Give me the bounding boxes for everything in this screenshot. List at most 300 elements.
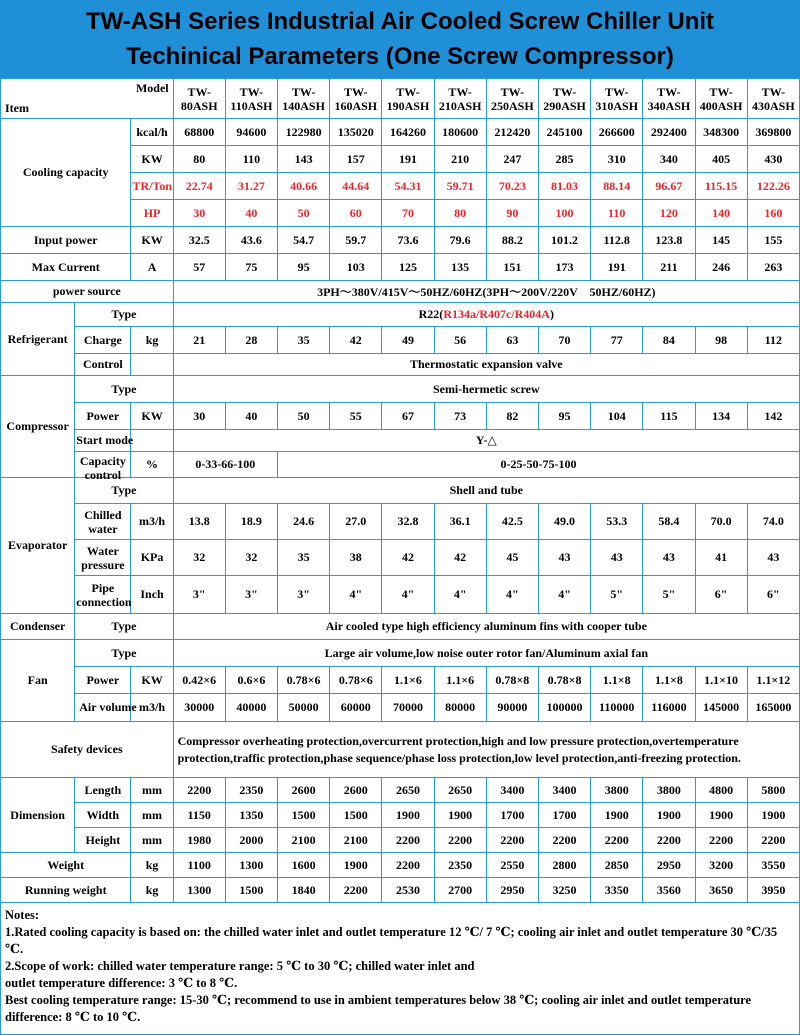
value-cell: 75 (225, 254, 277, 281)
value-cell: 2200 (643, 828, 695, 853)
value-cell: 35 (278, 327, 330, 354)
power-source-label: power source (1, 281, 174, 303)
value-cell: 2000 (225, 828, 277, 853)
value-cell: 101.2 (538, 227, 590, 254)
value-cell: 110 (225, 146, 277, 173)
value-cell: 44.64 (330, 173, 382, 200)
cooling-capacity-label: Cooling capacity (1, 119, 131, 227)
unit-cell: HP (131, 200, 173, 227)
value-cell: 3250 (538, 878, 590, 903)
value-cell: 60000 (330, 694, 382, 722)
safety-devices-label: Safety devices (1, 722, 174, 778)
model-header-cell (173, 79, 225, 119)
model-prefix: TW- (448, 84, 472, 99)
table-row (1, 403, 800, 430)
capacity-control-value-b: 0-25-50-75-100 (278, 452, 800, 478)
value-cell: 27.0 (330, 504, 382, 540)
value-cell: 1300 (173, 878, 225, 903)
capacity-control-label: Capacity control (79, 453, 126, 482)
value-cell: 32 (173, 540, 225, 576)
value-cell: 40000 (225, 694, 277, 722)
value-cell: 2600 (278, 778, 330, 803)
value-cell: 3200 (695, 853, 747, 878)
value-cell: 43 (591, 540, 643, 576)
value-cell: 1500 (225, 878, 277, 903)
value-cell: 2650 (382, 778, 434, 803)
air-volume-label: Air volume (79, 700, 137, 714)
value-cell: 2200 (695, 828, 747, 853)
model-suffix: 140ASH (282, 98, 325, 113)
sub-label: Type (75, 376, 173, 403)
value-cell: 2200 (486, 828, 538, 853)
value-cell: 155 (747, 227, 799, 254)
model-prefix: TW- (396, 84, 420, 99)
value-cell: 122.26 (747, 173, 799, 200)
value-cell: 263 (747, 254, 799, 281)
unit-cell: mm (131, 828, 173, 853)
value-cell: 143 (278, 146, 330, 173)
value-cell: 160 (747, 200, 799, 227)
sub-label: Height (75, 828, 131, 853)
value-cell: 80000 (434, 694, 486, 722)
refrigerant-type-value (173, 303, 799, 327)
empty-cell (131, 354, 173, 376)
value-cell: 28 (225, 327, 277, 354)
value-cell: 1700 (486, 803, 538, 828)
value-cell: 173 (538, 254, 590, 281)
value-cell: 32.5 (173, 227, 225, 254)
value-cell: 54.7 (278, 227, 330, 254)
unit-cell: kg (131, 327, 173, 354)
value-cell: 142 (747, 403, 799, 430)
sub-label: Control (75, 354, 131, 376)
model-item-header (1, 79, 174, 119)
value-cell: 247 (486, 146, 538, 173)
unit-cell: KW (131, 403, 173, 430)
sub-label: Chilled water (75, 504, 131, 540)
model-header-cell (486, 79, 538, 119)
table-row (1, 504, 800, 540)
value-cell: 50000 (278, 694, 330, 722)
sub-label: Start mode (75, 430, 131, 452)
value-cell: 180600 (434, 119, 486, 146)
value-cell: 1350 (225, 803, 277, 828)
value-cell: 96.67 (643, 173, 695, 200)
sub-label: Type (75, 614, 173, 640)
value-cell: 3" (225, 576, 277, 614)
note-line-3: outlet temperature difference: 3 ℃ to 8 ℃. (5, 976, 238, 990)
fan-label: Fan (1, 640, 75, 722)
value-cell: 103 (330, 254, 382, 281)
value-cell: 94600 (225, 119, 277, 146)
unit-cell: kcal/h (131, 119, 173, 146)
value-cell: 116000 (643, 694, 695, 722)
value-cell: 40.66 (278, 173, 330, 200)
model-prefix: TW- (239, 84, 264, 99)
value-cell: 340 (643, 146, 695, 173)
value-cell: 310 (591, 146, 643, 173)
value-cell: 2200 (591, 828, 643, 853)
value-cell: 1600 (278, 853, 330, 878)
value-cell: 21 (173, 327, 225, 354)
unit-cell: mm (131, 778, 173, 803)
value-cell: 3650 (695, 878, 747, 903)
value-cell: 50 (278, 403, 330, 430)
value-cell: 112 (747, 327, 799, 354)
condenser-label: Condenser (1, 614, 75, 640)
unit-cell: Inch (131, 576, 173, 614)
value-cell: 3950 (747, 878, 799, 903)
table-row (1, 640, 800, 667)
value-cell: 1900 (695, 803, 747, 828)
value-cell: 42 (382, 540, 434, 576)
value-cell: 1900 (643, 803, 695, 828)
note-line-2: 2.Scope of work: chilled water temperature range: 5 ℃ to 30 ℃; chilled water inlet and (5, 959, 475, 973)
value-cell: 42 (330, 327, 382, 354)
table-row (1, 576, 800, 614)
value-cell: 95 (538, 403, 590, 430)
model-header-cell (538, 79, 590, 119)
value-cell: 70.0 (695, 504, 747, 540)
value-cell: 56 (434, 327, 486, 354)
model-prefix: TW- (187, 84, 211, 99)
sub-label: Water pressure (75, 540, 131, 576)
value-cell: 1900 (382, 803, 434, 828)
value-cell: 4" (330, 576, 382, 614)
value-cell: 1.1×8 (591, 667, 643, 694)
value-cell: 24.6 (278, 504, 330, 540)
value-cell: 430 (747, 146, 799, 173)
value-cell: 134 (695, 403, 747, 430)
model-suffix: 430ASH (752, 98, 795, 113)
value-cell: 2700 (434, 878, 486, 903)
value-cell: 67 (382, 403, 434, 430)
evaporator-label: Evaporator (1, 478, 75, 614)
value-cell: 1150 (173, 803, 225, 828)
table-row (1, 303, 800, 327)
table-row (1, 828, 800, 853)
value-cell: 210 (434, 146, 486, 173)
table-row (1, 540, 800, 576)
table-row (1, 878, 800, 903)
value-cell: 0.78×6 (330, 667, 382, 694)
value-cell: 49.0 (538, 504, 590, 540)
value-cell: 4" (434, 576, 486, 614)
value-cell: 4" (382, 576, 434, 614)
value-cell: 1.1×8 (643, 667, 695, 694)
unit-cell: TR/Ton (131, 173, 173, 200)
table-row (1, 79, 800, 119)
unit-cell: m3/h (131, 504, 173, 540)
value-cell: 2200 (434, 828, 486, 853)
value-cell: 35 (278, 540, 330, 576)
value-cell: 2200 (382, 853, 434, 878)
model-prefix: TW- (552, 84, 577, 99)
value-cell: 32 (225, 540, 277, 576)
model-prefix: TW- (604, 84, 629, 99)
value-cell: 140 (695, 200, 747, 227)
condenser-type-value: Air cooled type high efficiency aluminum fins with cooper tube (173, 614, 799, 640)
value-cell: 30 (173, 403, 225, 430)
title-banner (0, 0, 800, 78)
model-suffix: 250ASH (491, 98, 534, 113)
value-cell: 164260 (382, 119, 434, 146)
model-header-cell (747, 79, 799, 119)
notes-section (0, 903, 800, 1035)
value-cell: 2200 (382, 828, 434, 853)
value-cell: 50 (278, 200, 330, 227)
value-cell: 266600 (591, 119, 643, 146)
value-cell: 2200 (173, 778, 225, 803)
value-cell: 100000 (538, 694, 590, 722)
value-cell: 73 (434, 403, 486, 430)
value-cell: 151 (486, 254, 538, 281)
value-cell: 70 (538, 327, 590, 354)
value-cell: 3800 (643, 778, 695, 803)
value-cell: 1.1×6 (382, 667, 434, 694)
value-cell: 43 (538, 540, 590, 576)
value-cell: 3350 (591, 878, 643, 903)
value-cell: 115.15 (695, 173, 747, 200)
value-cell: 2800 (538, 853, 590, 878)
safety-devices-value: Compressor overheating protection,overcurrent protection,high and low pressure protection,overtemperature protection,traffic protection,phase sequence/phase loss protection,low level protection,anti-freezing protection. (173, 722, 799, 778)
table-row (1, 853, 800, 878)
value-cell: 74.0 (747, 504, 799, 540)
fan-type-value: Large air volume,low noise outer rotor fan/Aluminum axial fan (173, 640, 799, 667)
model-suffix: 340ASH (647, 98, 691, 113)
value-cell: 3" (278, 576, 330, 614)
value-cell: 1.1×12 (747, 667, 799, 694)
table-row (1, 430, 800, 452)
value-cell: 1900 (747, 803, 799, 828)
table-row (1, 376, 800, 403)
value-cell: 157 (330, 146, 382, 173)
value-cell: 122980 (278, 119, 330, 146)
value-cell: 40 (225, 200, 277, 227)
sub-label: Length (75, 778, 131, 803)
model-header-cell (434, 79, 486, 119)
value-cell: 4" (538, 576, 590, 614)
value-cell: 43 (643, 540, 695, 576)
value-cell: 81.03 (538, 173, 590, 200)
value-cell: 53.3 (591, 504, 643, 540)
value-cell: 2350 (225, 778, 277, 803)
value-cell: 6" (695, 576, 747, 614)
value-cell: 0.78×6 (278, 667, 330, 694)
value-cell: 5800 (747, 778, 799, 803)
unit-cell: % (131, 452, 173, 478)
value-cell: 95 (278, 254, 330, 281)
value-cell: 68800 (173, 119, 225, 146)
model-prefix: TW- (500, 84, 525, 99)
value-cell: 42 (434, 540, 486, 576)
value-cell: 135020 (330, 119, 382, 146)
running-weight-label: Running weight (1, 878, 131, 903)
value-cell: 2850 (591, 853, 643, 878)
value-cell: 246 (695, 254, 747, 281)
value-cell: 2950 (643, 853, 695, 878)
dimension-label: Dimension (1, 778, 75, 853)
value-cell: 84 (643, 327, 695, 354)
value-cell: 125 (382, 254, 434, 281)
value-cell: 2350 (434, 853, 486, 878)
value-cell: 42.5 (486, 504, 538, 540)
value-cell: 3800 (591, 778, 643, 803)
value-cell: 59.7 (330, 227, 382, 254)
sub-label: Power (75, 403, 131, 430)
unit-cell: KW (131, 667, 173, 694)
model-suffix: 400ASH (699, 98, 743, 113)
value-cell: 88.2 (486, 227, 538, 254)
value-cell: 18.9 (225, 504, 277, 540)
value-cell: 30000 (173, 694, 225, 722)
value-cell: 54.31 (382, 173, 434, 200)
value-cell: 80 (434, 200, 486, 227)
value-cell: 285 (538, 146, 590, 173)
value-cell: 2200 (538, 828, 590, 853)
value-cell: 2530 (382, 878, 434, 903)
value-cell: 1840 (278, 878, 330, 903)
value-cell: 90 (486, 200, 538, 227)
value-cell: 1700 (538, 803, 590, 828)
model-suffix: 160ASH (334, 98, 378, 113)
value-cell: 98 (695, 327, 747, 354)
sub-label: Type (75, 640, 173, 667)
evaporator-type-value: Shell and tube (173, 478, 799, 504)
compressor-type-value: Semi-hermetic screw (173, 376, 799, 403)
value-cell: 73.6 (382, 227, 434, 254)
unit-cell: mm (131, 803, 173, 828)
value-cell: 40 (225, 403, 277, 430)
value-cell: 245100 (538, 119, 590, 146)
sub-label: Type (75, 478, 173, 504)
value-cell: 145000 (695, 694, 747, 722)
empty-cell (131, 430, 173, 452)
value-cell: 0.42×6 (173, 667, 225, 694)
model-suffix: 210ASH (438, 98, 482, 113)
value-cell: 32.8 (382, 504, 434, 540)
unit-cell: KW (131, 227, 173, 254)
value-cell: 43.6 (225, 227, 277, 254)
value-cell: 348300 (695, 119, 747, 146)
refrigerant-label: Refrigerant (1, 303, 75, 376)
table-row (1, 694, 800, 722)
start-mode-value: Y-△ (173, 430, 799, 452)
model-header-cell (330, 79, 382, 119)
model-header-cell (278, 79, 330, 119)
value-cell: 120 (643, 200, 695, 227)
table-row (1, 281, 800, 303)
input-power-label: Input power (1, 227, 131, 254)
refrigerant-alt: R134a/R407c/R404A (443, 307, 550, 321)
model-suffix: 190ASH (386, 98, 430, 113)
value-cell: 1900 (434, 803, 486, 828)
table-row (1, 227, 800, 254)
table-row (1, 667, 800, 694)
item-label: Item (5, 101, 29, 115)
value-cell: 165000 (747, 694, 799, 722)
value-cell: 60 (330, 200, 382, 227)
model-prefix: TW- (657, 84, 681, 99)
value-cell: 82 (486, 403, 538, 430)
capacity-control-value-a: 0-33-66-100 (173, 452, 277, 478)
power-source-value: 3PH～380V/415V～50HZ/60HZ(3PH～200V/220V 50HZ/60HZ) (173, 281, 799, 303)
value-cell: 2950 (486, 878, 538, 903)
model-suffix: 290ASH (543, 98, 586, 113)
note-line-1: 1.Rated cooling capacity is based on: the chilled water inlet and outlet temperature 12 ℃/ 7 ℃; cooling air inlet and outlet temperature 30 ℃/35 ℃. (5, 925, 778, 956)
title-line-2: Techinical Parameters (One Screw Compressor) (126, 43, 674, 70)
value-cell: 292400 (643, 119, 695, 146)
control-value: Thermostatic expansion valve (173, 354, 799, 376)
value-cell: 2200 (747, 828, 799, 853)
model-header-cell (382, 79, 434, 119)
value-cell: 3400 (486, 778, 538, 803)
unit-cell: m3/h (131, 694, 173, 722)
sub-label: Power (75, 667, 131, 694)
sub-label: Type (75, 303, 173, 327)
value-cell: 2600 (330, 778, 382, 803)
title-line-1: TW-ASH Series Industrial Air Cooled Screw Chiller Unit (85, 8, 715, 35)
unit-cell: KPa (131, 540, 173, 576)
value-cell: 70 (382, 200, 434, 227)
value-cell: 3560 (643, 878, 695, 903)
value-cell: 0.6×6 (225, 667, 277, 694)
value-cell: 45 (486, 540, 538, 576)
value-cell: 3" (173, 576, 225, 614)
value-cell: 2650 (434, 778, 486, 803)
value-cell: 43 (747, 540, 799, 576)
value-cell: 0.78×8 (486, 667, 538, 694)
value-cell: 55 (330, 403, 382, 430)
model-suffix: 110ASH (230, 98, 273, 113)
value-cell: 3550 (747, 853, 799, 878)
unit-cell: A (131, 254, 173, 281)
model-header-cell (225, 79, 277, 119)
value-cell: 88.14 (591, 173, 643, 200)
value-cell: 191 (591, 254, 643, 281)
unit-cell: kg (131, 878, 173, 903)
note-line-4: Best cooling temperature range: 15-30 ℃; recommend to use in ambient temperatures below 38 ℃; cooling air inlet and outlet temperature difference: 8 ℃ to 10 ℃. (5, 993, 752, 1024)
value-cell: 5" (643, 576, 695, 614)
value-cell: 1100 (173, 853, 225, 878)
value-cell: 38 (330, 540, 382, 576)
value-cell: 123.8 (643, 227, 695, 254)
model-prefix: TW- (709, 84, 733, 99)
sub-label: Width (75, 803, 131, 828)
value-cell: 41 (695, 540, 747, 576)
value-cell: 2200 (330, 878, 382, 903)
value-cell: 70000 (382, 694, 434, 722)
value-cell: 2550 (486, 853, 538, 878)
value-cell: 1.1×10 (695, 667, 747, 694)
value-cell: 104 (591, 403, 643, 430)
model-header-cell (643, 79, 695, 119)
refrigerant-main: R22( (418, 307, 444, 321)
table-row (1, 327, 800, 354)
value-cell: 2100 (330, 828, 382, 853)
table-row (1, 778, 800, 803)
model-suffix: 80ASH (180, 98, 218, 113)
value-cell: 59.71 (434, 173, 486, 200)
unit-cell: kg (131, 853, 173, 878)
weight-label: Weight (1, 853, 131, 878)
value-cell: 70.23 (486, 173, 538, 200)
compressor-label: Compressor (1, 376, 75, 478)
pipe-connection-label: Pipe connection (76, 580, 132, 609)
value-cell: 1500 (330, 803, 382, 828)
value-cell: 115 (643, 403, 695, 430)
value-cell: 1900 (330, 853, 382, 878)
